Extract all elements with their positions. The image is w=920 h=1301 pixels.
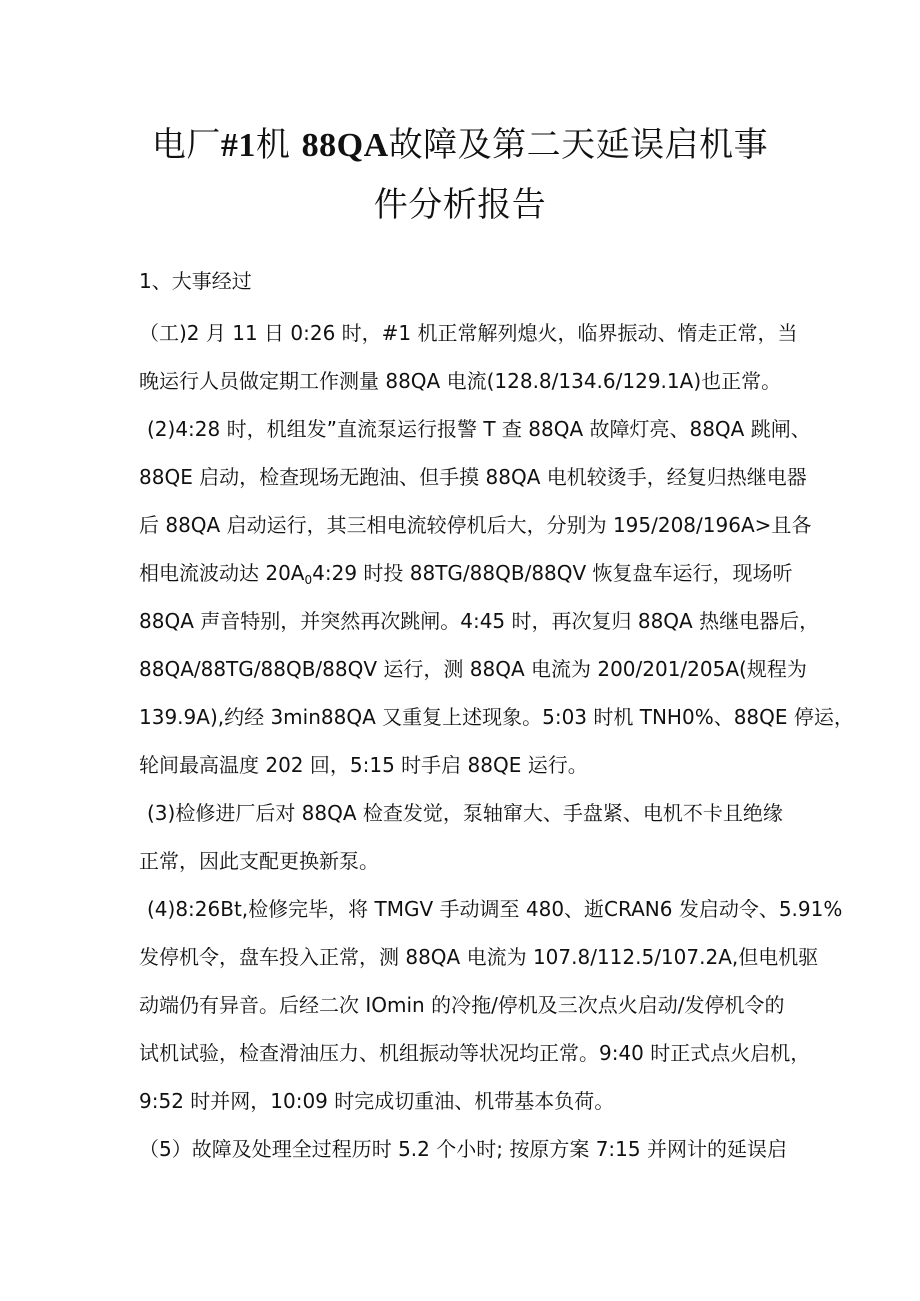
title-prefix: 电厂 xyxy=(151,125,221,165)
body-line: (4)8:26Bt,检修完毕，将 TMGV 手动调至 480、逝CRAN6 发启动令、5.91% xyxy=(147,897,843,921)
body-line xyxy=(139,558,793,595)
body-line: 试机试验，检查滑油压力、机组振动等状况均正常。9:40 时正式点火启机， xyxy=(139,1041,811,1065)
body-line: 9:52 时并网，10:09 时完成切重油、机带基本负荷。 xyxy=(139,1089,615,1113)
body-line: (2)4:28 时，机组发”直流泵运行报警 T 查 88QA 故障灯亮、88QA 跳闸、 xyxy=(147,417,811,441)
body-line: 139.9A),约经 3min88QA 又重复上述现象。5:03 时机 TNH0%、88QE 停运， xyxy=(139,705,854,729)
body-line: 动端仍有异音。后经二次 IOmin 的冷拖/停机及三次点火启动/发停机令的 xyxy=(139,993,785,1017)
section-heading: 1、大事经过 xyxy=(139,269,252,293)
body-text: 4:29 时投 88TG/88QB/88QV 恢复盘车运行，现场听 xyxy=(312,561,793,585)
body-line: 后 88QA 启动运行，其三相电流较停机后大，分别为 195∕208∕196A>且各 xyxy=(139,513,812,537)
body-line: 正常，因此支配更换新泵。 xyxy=(139,849,379,873)
title-equipment: 88QA xyxy=(301,127,389,164)
body-line: （5）故障及处理全过程历时 5.2 个小时; 按原方案 7:15 并网计的延误启 xyxy=(139,1137,787,1161)
document-title-line-2: 件分析报告 xyxy=(373,185,547,225)
body-line: （工)2 月 11 日 0:26 时，#1 机正常解列熄火，临界振动、惰走正常，当 xyxy=(139,321,798,345)
body-line: (3)检修进厂后对 88QA 检查发觉，泵轴窜大、手盘紧、电机不卡且绝缘 xyxy=(147,801,783,825)
title-unit-code: #1 xyxy=(220,127,256,164)
body-line: 88QA 声音特别，并突然再次跳闸。4:45 时，再次复归 88QA 热继电器后， xyxy=(139,609,820,633)
body-line: 88QE 启动，检查现场无跑油、但手摸 88QA 电机较烫手，经复归热继电器 xyxy=(139,465,807,489)
body-line: 发停机令，盘车投入正常，测 88QA 电流为 107.8/112.5/107.2A,但电机驱 xyxy=(139,945,819,969)
body-line: 晚运行人员做定期工作测量 88QA 电流(128.8/134.6/129.1A)也正常。 xyxy=(139,369,782,393)
body-line: 轮间最高温度 202 回，5:15 时手启 88QE 运行。 xyxy=(139,753,588,777)
subscript: 0 xyxy=(304,573,313,587)
title-rest: 故障及第二天延误启机事 xyxy=(388,125,769,165)
title-machine: 机 xyxy=(255,125,291,165)
document-title-line-1 xyxy=(0,121,920,170)
body-text: 相电流波动达 20A xyxy=(139,561,305,585)
body-line: 88QA/88TG/88QB/88QV 运行，测 88QA 电流为 200/201/205A(规程为 xyxy=(139,657,807,681)
